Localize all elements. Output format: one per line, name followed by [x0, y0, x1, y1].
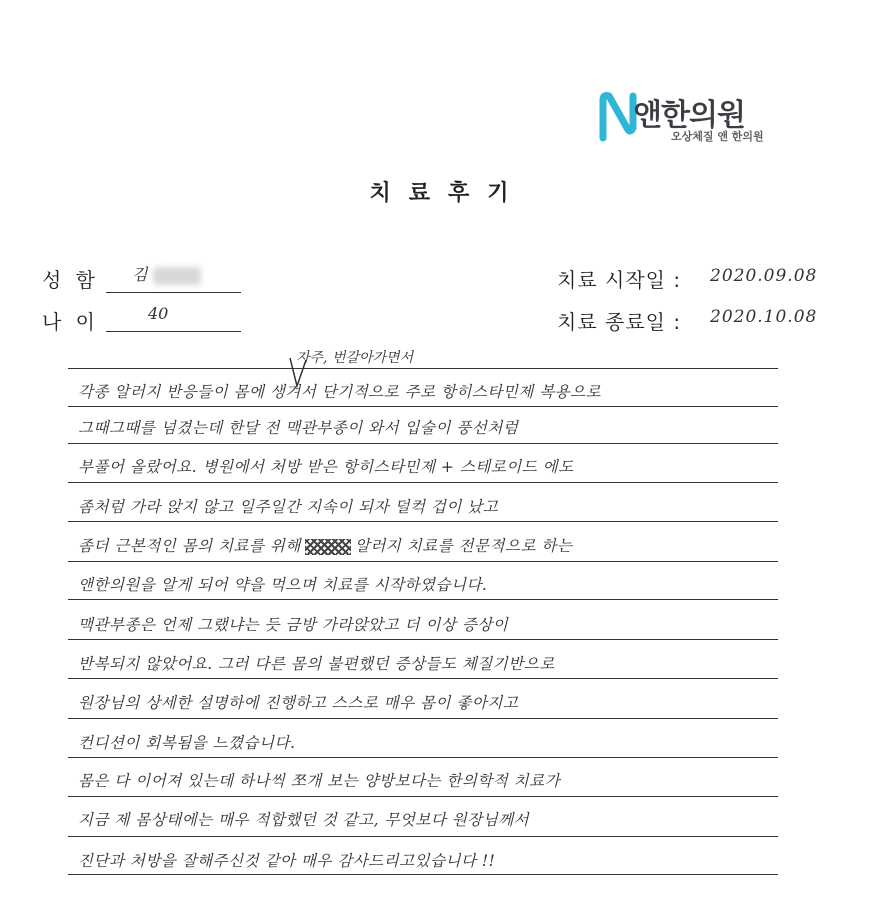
review-line-5 — [78, 534, 778, 556]
crossed-out-word — [305, 539, 351, 555]
ruled-line — [68, 678, 778, 679]
review-line-9: 원장님의 상세한 설명하에 진행하고 스스로 매우 몸이 좋아지고 — [78, 694, 519, 712]
review-line-5-end: 알러지 치료를 전문적으로 하는 — [354, 537, 573, 555]
review-line-8: 반복되지 않았어요. 그러 다른 몸의 불편했던 증상들도 체질기반으로 — [78, 655, 555, 673]
age-value: 40 — [148, 304, 169, 323]
name-value-text: 김 — [132, 265, 148, 284]
review-body — [68, 0, 778, 903]
page-title: 치료후기 — [369, 181, 527, 206]
review-line-7: 맥관부종은 언제 그랬냐는 듯 금방 가라앉았고 더 이상 증상이 — [78, 616, 509, 634]
ruled-line — [68, 757, 778, 758]
review-line-6: 앤한의원을 알게 되어 약을 먹으며 치료를 시작하였습니다. — [78, 576, 488, 594]
review-line-3: 부풀어 올랐어요. 병원에서 처방 받은 항히스타민제 + 스테로이드 에도 — [78, 458, 574, 476]
ruled-line — [68, 482, 778, 483]
age-label: 나 이 — [42, 310, 99, 334]
start-date-value: 2020.09.08 — [710, 266, 818, 286]
clinic-logo-subtitle: 오상체질 앤 한의원 — [671, 130, 764, 143]
ruled-line — [68, 836, 778, 837]
ruled-line — [68, 368, 778, 369]
ruled-line — [68, 796, 778, 797]
insertion-note: 자주, 번갈아가면서 — [296, 350, 414, 366]
ruled-line — [68, 406, 778, 407]
review-line-2: 그때그때를 넘겼는데 한달 전 맥관부종이 와서 입술이 풍선처럼 — [78, 419, 519, 437]
review-line-13: 진단과 처방을 잘해주신것 같아 매우 감사드리고있습니다 !! — [78, 852, 496, 870]
review-line-1: 각종 알러지 반응들이 몸에 생겨서 단기적으로 주로 항히스타민제 복용으로 — [78, 383, 602, 401]
name-label: 성 함 — [42, 268, 99, 292]
clinic-logo-name: 앤한의원 — [633, 98, 745, 133]
ruled-line — [68, 874, 778, 875]
review-line-5-start: 좀더 근본적인 몸의 치료를 위해 — [78, 537, 301, 555]
review-line-10: 컨디션이 회복됨을 느꼈습니다. — [78, 734, 296, 752]
start-date-label: 치료 시작일 : — [557, 268, 682, 292]
ruled-line — [68, 561, 778, 562]
ruled-line — [68, 599, 778, 600]
ruled-line — [68, 521, 778, 522]
end-date-value: 2020.10.08 — [710, 307, 818, 327]
review-line-4: 좀처럼 가라 앉지 않고 일주일간 지속이 되자 덜컥 겁이 났고 — [78, 498, 499, 516]
ruled-line — [68, 639, 778, 640]
review-line-11: 몸은 다 이어져 있는데 하나씩 쪼개 보는 양방보다는 한의학적 치료가 — [78, 772, 561, 790]
ruled-line — [68, 443, 778, 444]
end-date-label: 치료 종료일 : — [557, 310, 682, 334]
review-line-12: 지금 제 몸상태에는 매우 적합했던 것 같고, 무엇보다 원장님께서 — [78, 811, 530, 829]
ruled-line — [68, 718, 778, 719]
